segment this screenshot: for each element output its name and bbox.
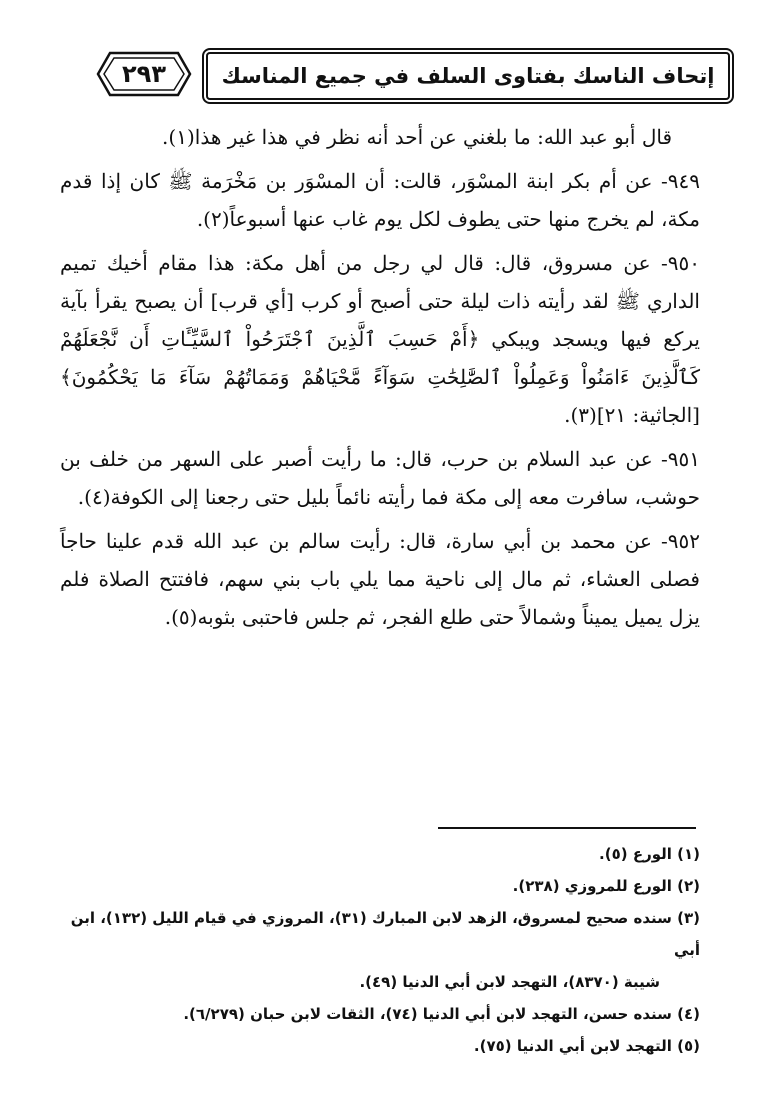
footnote: (٤) سنده حسن، التهجد لابن أبي الدنيا (٧٤)، الثقات لابن حبان (٦/٢٧٩).	[183, 1005, 700, 1023]
footnote-continuation: شيبة (٨٣٧٠)، التهجد لابن أبي الدنيا (٤٩).	[359, 973, 660, 991]
main-text	[60, 118, 700, 642]
paragraph: ٩٥٠- عن مسروق، قال: قال لي رجل من أهل مكة: هذا مقام أخيك تميم الداري ﷺ لقد رأيته ذات ليلة حتى أصبح أو كرب [أي قرب] أن يصبح يقرأ بآية يركع فيها ويسجد ويبكي ﴿أَمْ حَسِبَ ٱلَّذِينَ ٱجْتَرَحُواْ ٱلسَّيِّـَٔاتِ أَن نَّجْعَلَهُمْ كَٱلَّذِينَ ءَامَنُواْ وَعَمِلُواْ ٱلصَّٰلِحَٰتِ سَوَآءً مَّحْيَاهُمْ وَمَمَاتُهُمْ سَآءَ مَا يَحْكُمُونَ﴾ [الجاثية: ٢١](٣).	[60, 251, 700, 427]
page-number: ٢٩٣	[122, 60, 166, 88]
paragraph: ٩٥١- عن عبد السلام بن حرب، قال: ما رأيت أصبر على السهر من خلف بن حوشب، سافرت معه إلى مكة فما رأيته نائماً بليل حتى رجعنا إلى الكوفة(٤).	[60, 447, 700, 509]
footnote: (٥) التهجد لابن أبي الدنيا (٧٥).	[473, 1037, 700, 1055]
running-title-box	[206, 52, 730, 100]
footnote-separator	[438, 827, 696, 829]
running-title: إتحاف الناسك بفتاوى السلف في جميع المناسك	[221, 64, 715, 88]
footnote: (١) الورع (٥).	[599, 845, 700, 863]
page-number-badge	[96, 50, 192, 98]
footnote: (٢) الورع للمروزي (٢٣٨).	[512, 877, 700, 895]
paragraph: ٩٤٩- عن أم بكر ابنة المسْوَر، قالت: أن المسْوَر بن مَخْرَمة ﷺ كان إذا قدم مكة، لم يخرج منها حتى يطوف لكل يوم غاب عنها أسبوعاً(٢).	[60, 169, 700, 231]
footnotes	[50, 838, 700, 1062]
page-header	[40, 48, 730, 108]
paragraph: ٩٥٢- عن محمد بن أبي سارة، قال: رأيت سالم بن عبد الله قدم علينا حاجاً فصلى العشاء، ثم مال إلى ناحية مما يلي باب بني سهم، فافتتح الصلاة فلم يزل يميل يميناً وشمالاً حتى طلع الفجر، ثم جلس فاحتبى بثوبه(٥).	[60, 529, 700, 629]
footnote: (٣) سنده صحيح لمسروق، الزهد لابن المبارك (٣١)، المروزي في قيام الليل (١٣٢)، ابن أبي	[70, 909, 700, 959]
paragraph: قال أبو عبد الله: ما بلغني عن أحد أنه نظر في هذا غير هذا(١).	[162, 125, 672, 149]
